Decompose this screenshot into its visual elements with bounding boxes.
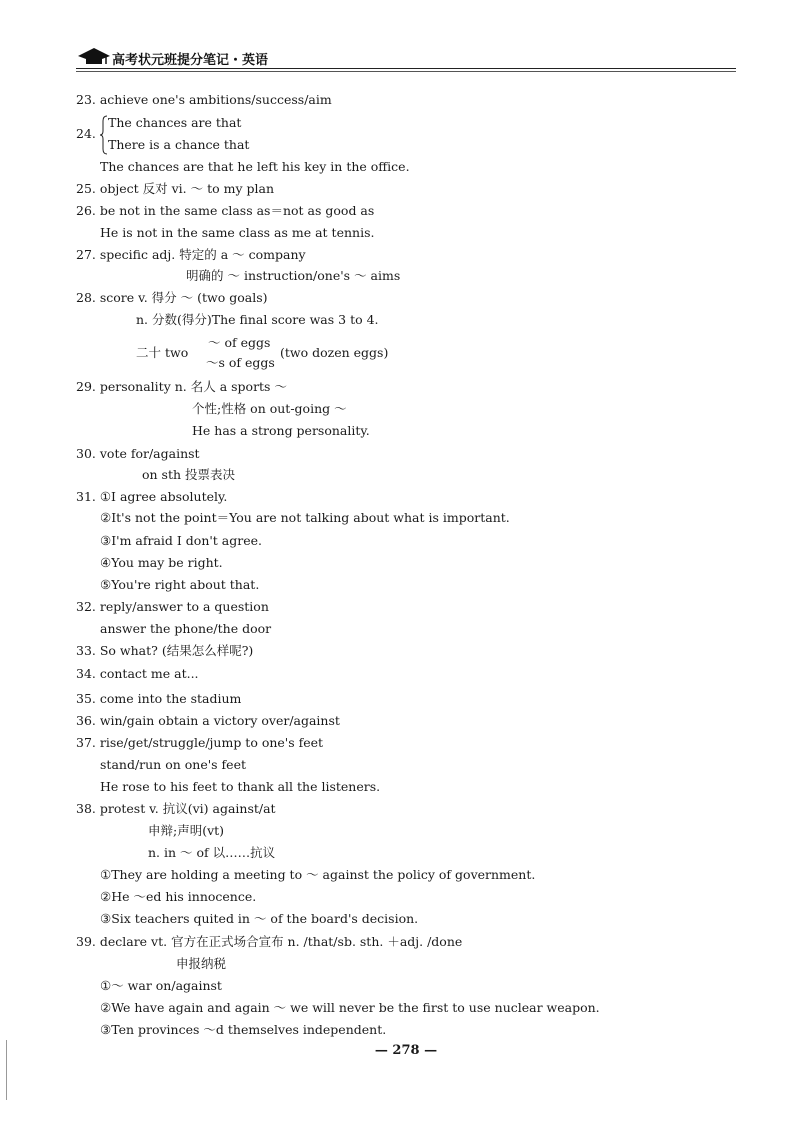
- entry-28-of-eggs: ～ of eggs: [208, 335, 271, 350]
- brace-icon: [100, 115, 108, 155]
- entry-31-5: ⑤You're right about that.: [100, 577, 260, 592]
- entry-33: 33. So what? (结果怎么样呢?): [76, 643, 254, 658]
- entry-30-sense-2: on sth 投票表决: [142, 467, 236, 482]
- page-number: — 278 —: [374, 1043, 438, 1058]
- entry-24-option-b: There is a chance that: [108, 137, 250, 152]
- entry-39-example-1: ①～ war on/against: [100, 978, 222, 993]
- entry-29: 29. personality n. 名人 a sports ～: [76, 379, 287, 394]
- graduation-cap-icon: [76, 44, 112, 68]
- entry-28-noun: n. 分数(得分)The final score was 3 to 4.: [136, 312, 379, 327]
- entry-38-example-3: ③Six teachers quited in ～ of the board's decision.: [100, 911, 419, 926]
- entry-36: 36. win/gain obtain a victory over/against: [76, 713, 340, 728]
- header-rule-thin: [76, 71, 736, 72]
- entry-39-example-3: ③Ten provinces ～d themselves independent.: [100, 1022, 387, 1037]
- entry-39: 39. declare vt. 官方在正式场合宣布 n. /that/sb. sth. ＋adj. /done: [76, 934, 463, 949]
- entry-31-1: 31. ①I agree absolutely.: [76, 489, 228, 504]
- entry-24-number: 24.: [76, 126, 96, 141]
- entry-24-example: The chances are that he left his key in the office.: [100, 159, 410, 174]
- entry-32: 32. reply/answer to a question: [76, 599, 269, 614]
- entry-25: 25. object 反对 vi. ～ to my plan: [76, 181, 275, 196]
- entry-38-example-1: ①They are holding a meeting to ～ against the policy of government.: [100, 867, 536, 882]
- header-rule: [76, 68, 736, 69]
- entry-28-s-of-eggs: ～s of eggs: [206, 355, 275, 370]
- margin-rule: [6, 1040, 7, 1100]
- header-title: 高考状元班提分笔记・英语: [112, 53, 269, 68]
- entry-23: 23. achieve one's ambitions/success/aim: [76, 92, 332, 107]
- entry-35: 35. come into the stadium: [76, 691, 242, 706]
- entry-31-4: ④You may be right.: [100, 555, 223, 570]
- entry-37-b: stand/run on one's feet: [100, 757, 246, 772]
- entry-28-dozen: (two dozen eggs): [280, 345, 389, 360]
- entry-32-b: answer the phone/the door: [100, 621, 272, 636]
- entry-31-3: ③I'm afraid I don't agree.: [100, 533, 263, 548]
- entry-27: 27. specific adj. 特定的 a ～ company: [76, 247, 306, 262]
- page-header: [76, 44, 736, 72]
- entry-29-example: He has a strong personality.: [192, 423, 370, 438]
- entry-39-sense-2: 申报纳税: [176, 956, 227, 971]
- entry-34: 34. contact me at...: [76, 666, 199, 681]
- entry-30: 30. vote for/against: [76, 446, 200, 461]
- entry-26: 26. be not in the same class as＝not as good as: [76, 203, 375, 218]
- entry-28-twenty: 二十 two: [136, 345, 189, 360]
- entry-29-sense-2: 个性;性格 on out-going ～: [192, 401, 347, 416]
- entry-38-example-2: ②He ～ed his innocence.: [100, 889, 257, 904]
- entry-38: 38. protest v. 抗议(vi) against/at: [76, 801, 276, 816]
- entry-26-example: He is not in the same class as me at tennis.: [100, 225, 375, 240]
- entry-37-example: He rose to his feet to thank all the listeners.: [100, 779, 381, 794]
- entry-39-example-2: ②We have again and again ～ we will never be the first to use nuclear weapon.: [100, 1000, 600, 1015]
- entry-38-noun: n. in ～ of 以……抗议: [148, 845, 276, 860]
- entry-24-option-a: The chances are that: [108, 115, 242, 130]
- entry-27-sense-2: 明确的 ～ instruction/one's ～ aims: [186, 268, 401, 283]
- entry-37: 37. rise/get/struggle/jump to one's feet: [76, 735, 324, 750]
- entry-38-sense-2: 申辩;声明(vt): [148, 823, 225, 838]
- entry-31-2: ②It's not the point＝You are not talking about what is important.: [100, 510, 510, 525]
- entry-28: 28. score v. 得分 ～ (two goals): [76, 290, 268, 305]
